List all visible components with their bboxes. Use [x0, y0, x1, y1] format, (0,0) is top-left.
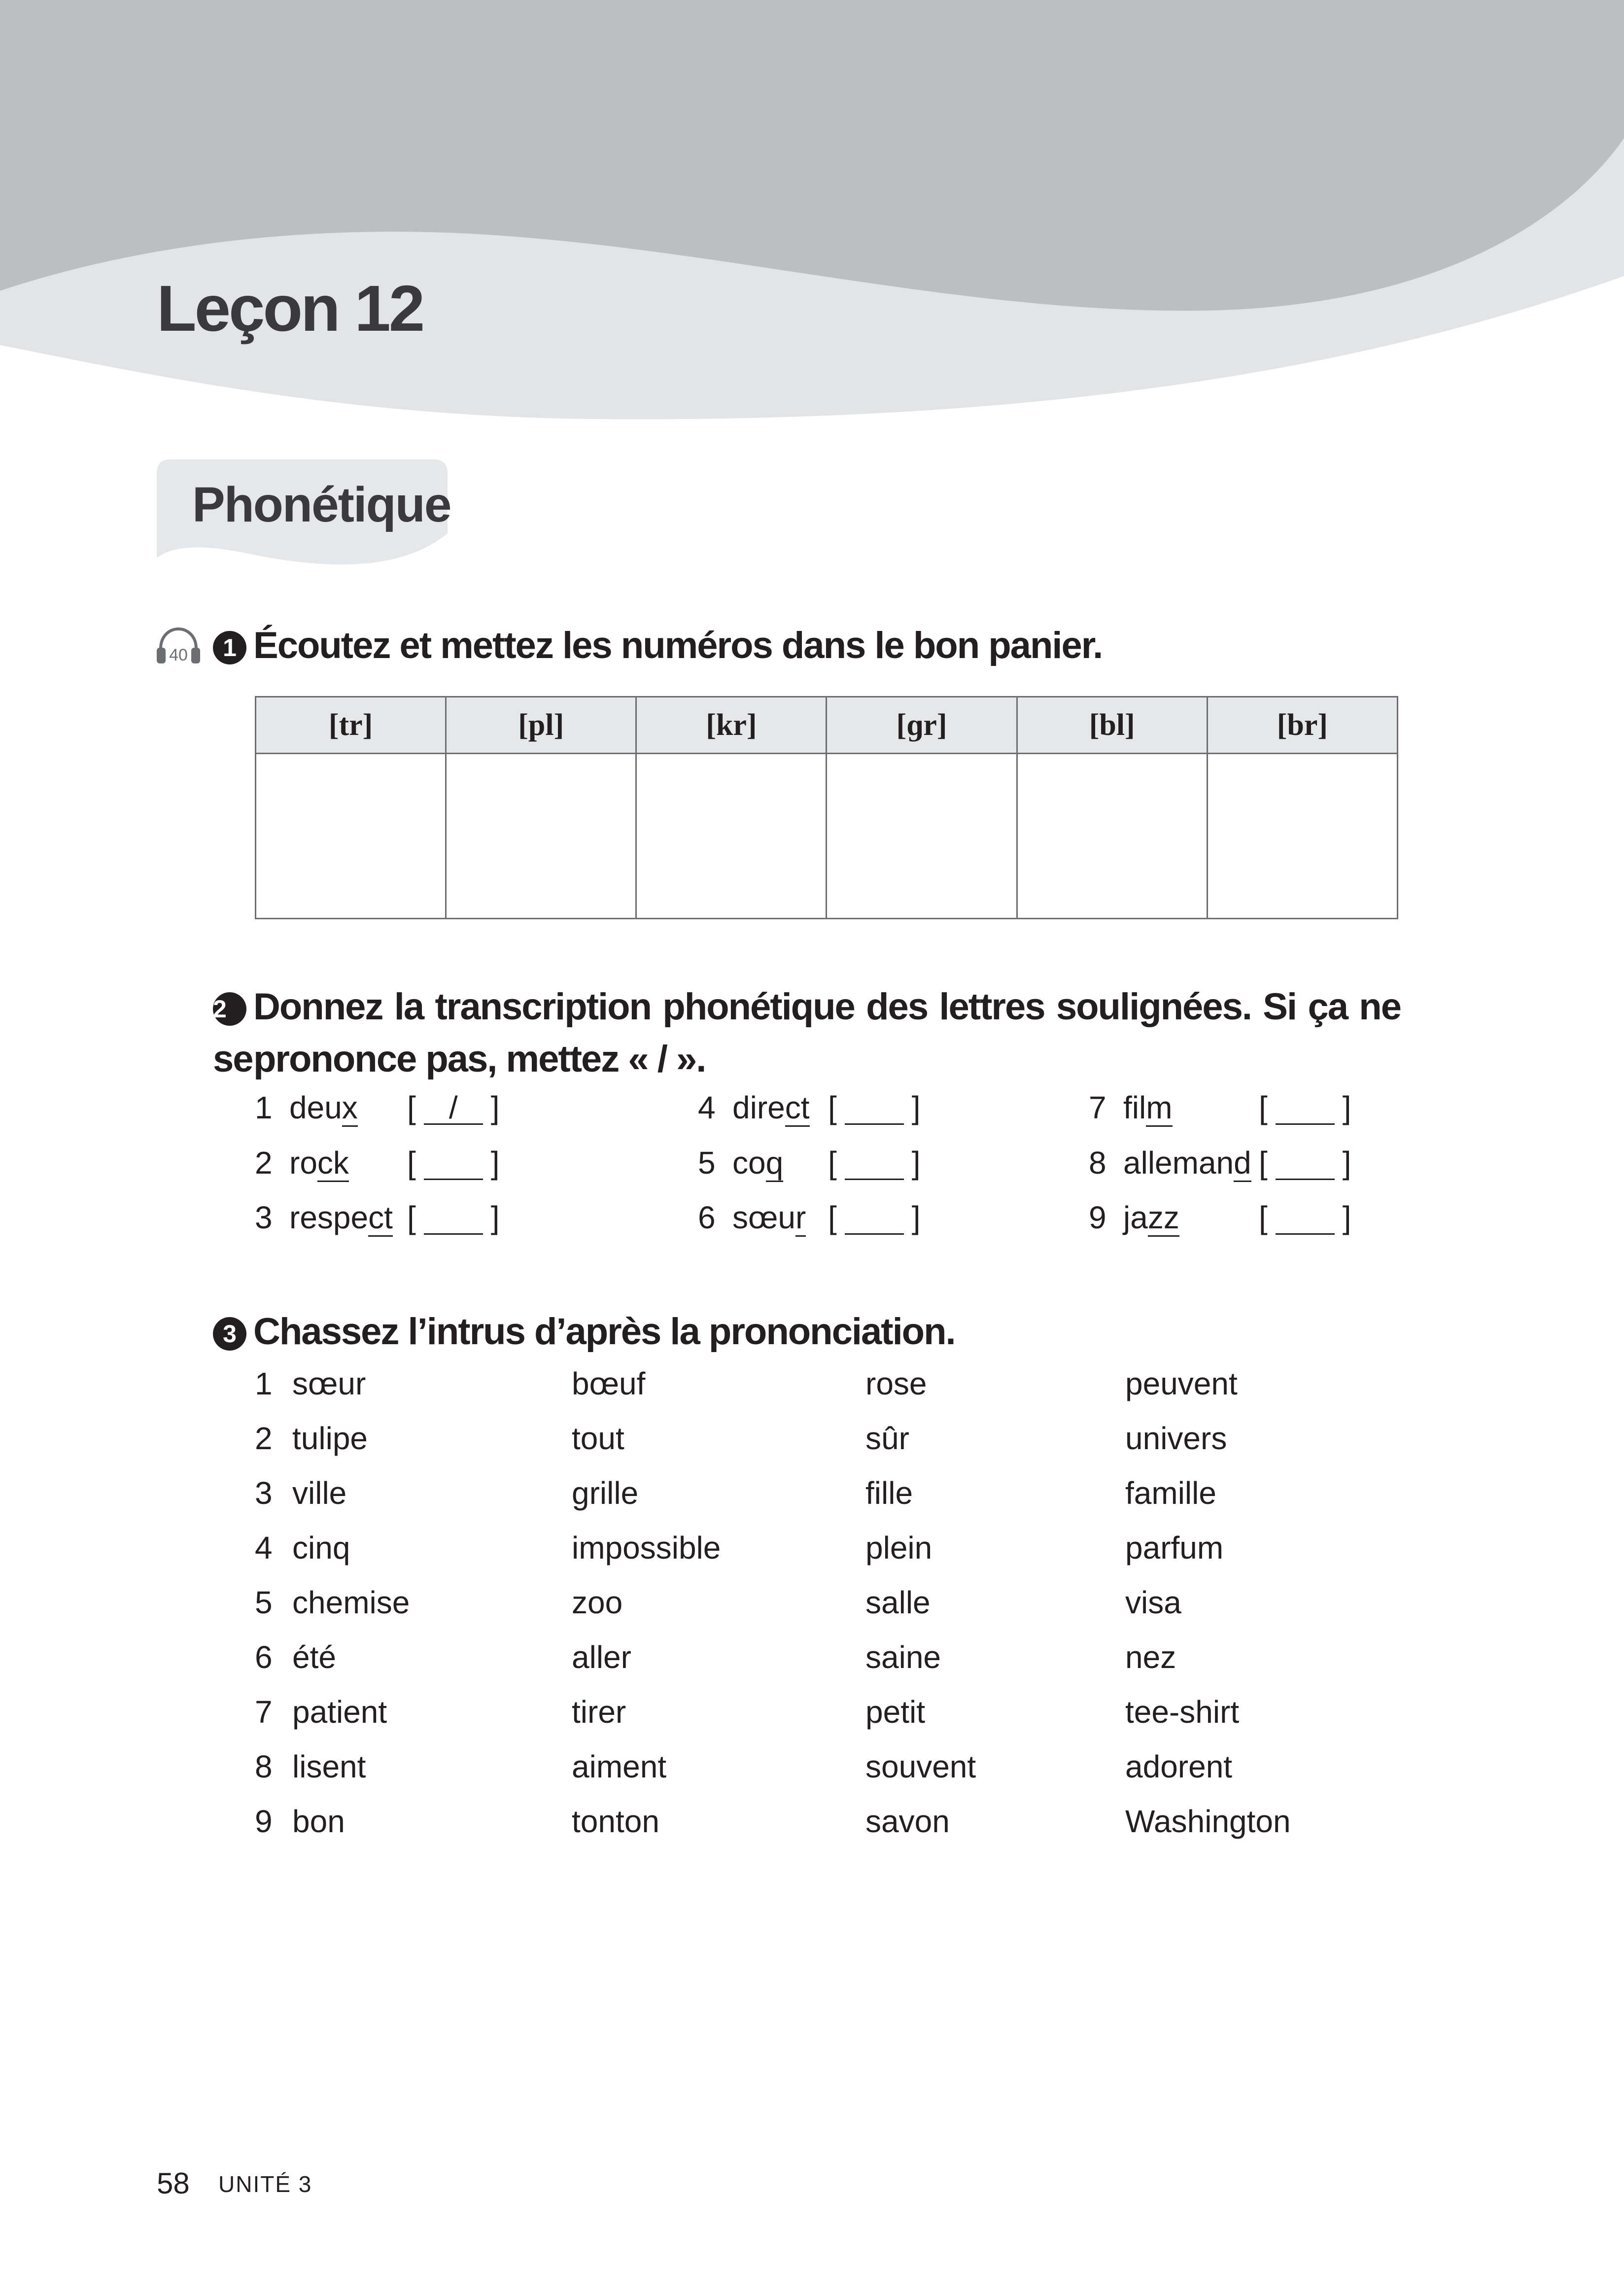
answer-blank[interactable] [845, 1147, 904, 1180]
answer-bracket: [ ] [828, 1200, 921, 1235]
underlined-letters: d [1234, 1145, 1251, 1182]
row-number: 7 [255, 1694, 273, 1730]
answer-blank[interactable] [1276, 1092, 1335, 1125]
basket-cell[interactable] [446, 754, 636, 919]
exercise-1-number: 1 [213, 631, 246, 664]
row-number: 1 [255, 1366, 273, 1401]
item-number: 3 [255, 1200, 273, 1235]
answer-bracket: [ / ] [407, 1090, 500, 1125]
row-number: 9 [255, 1804, 273, 1839]
item-number: 6 [698, 1200, 716, 1235]
answer-bracket: [ ] [1259, 1200, 1351, 1235]
lesson-title: Leçon 12 [157, 272, 423, 345]
answer-bracket: [ ] [828, 1145, 921, 1181]
underlined-letters: ct [368, 1200, 393, 1237]
item-word: direct [732, 1090, 810, 1127]
item-word: deux [289, 1090, 358, 1127]
word-option[interactable]: aiment [572, 1749, 667, 1784]
word-option[interactable]: chemise [292, 1585, 410, 1620]
word-option[interactable]: tulipe [292, 1421, 368, 1456]
word-option[interactable]: bon [292, 1804, 345, 1839]
word-option[interactable]: parfum [1125, 1530, 1224, 1565]
svg-text:40: 40 [169, 646, 188, 664]
basket-cell[interactable] [256, 754, 446, 919]
section-tab [157, 459, 451, 574]
row-number: 3 [255, 1475, 273, 1511]
word-option[interactable]: visa [1125, 1585, 1181, 1620]
exercise-2-item [255, 1147, 349, 1179]
item-word: respect [289, 1200, 393, 1237]
exercise-3-heading [213, 1313, 955, 1351]
word-option[interactable]: petit [865, 1694, 925, 1730]
underlined-letters: x [342, 1090, 358, 1127]
exercise-2-item [255, 1092, 358, 1123]
row-number: 5 [255, 1585, 273, 1620]
basket-cell[interactable] [1207, 754, 1397, 919]
word-option[interactable]: impossible [572, 1530, 721, 1565]
item-number: 1 [255, 1090, 273, 1125]
header-wave-decoration [0, 0, 1624, 444]
row-number: 6 [255, 1639, 273, 1675]
word-option[interactable]: cinq [292, 1530, 350, 1565]
basket-cell[interactable] [636, 754, 827, 919]
word-option[interactable]: zoo [572, 1585, 623, 1620]
word-option[interactable]: peuvent [1125, 1366, 1238, 1401]
item-number: 7 [1089, 1090, 1106, 1125]
exercise-2-item [698, 1092, 810, 1123]
item-number: 2 [255, 1145, 273, 1181]
word-option[interactable]: fille [865, 1475, 913, 1511]
item-word: sœur [732, 1200, 806, 1237]
word-option[interactable]: saine [865, 1639, 941, 1675]
word-option[interactable]: univers [1125, 1421, 1227, 1456]
underlined-letters: m [1146, 1090, 1172, 1127]
word-option[interactable]: ville [292, 1475, 347, 1511]
word-option[interactable]: grille [572, 1475, 639, 1511]
answer-bracket: [ ] [1259, 1145, 1351, 1181]
audio-track-icon [154, 625, 203, 669]
page-number: 58 [157, 2167, 190, 2200]
word-option[interactable]: tonton [572, 1804, 659, 1839]
basket-cell[interactable] [827, 754, 1017, 919]
word-option[interactable]: tee-shirt [1125, 1694, 1240, 1730]
word-option[interactable]: rose [865, 1366, 927, 1401]
section-label: Phonétique [192, 477, 451, 532]
answer-blank[interactable] [1276, 1147, 1335, 1180]
basket-header-tr: [tr] [256, 697, 446, 754]
word-option[interactable]: tout [572, 1421, 624, 1456]
item-number: 4 [698, 1090, 716, 1125]
item-word: allemand [1123, 1145, 1251, 1182]
item-word: film [1123, 1090, 1173, 1127]
exercise-2-item [698, 1147, 783, 1179]
exercise-2-item [1089, 1202, 1179, 1233]
word-option[interactable]: sœur [292, 1366, 366, 1401]
answer-blank[interactable] [1276, 1202, 1335, 1235]
exercise-2-instruction-line2: prononce pas, mettez « / ». [253, 1038, 706, 1080]
underlined-letters: r [795, 1200, 806, 1237]
word-option[interactable]: bœuf [572, 1366, 646, 1401]
item-word: rock [289, 1145, 349, 1182]
unit-label: UNITÉ 3 [218, 2171, 312, 2197]
item-word: jazz [1123, 1200, 1179, 1237]
answer-blank[interactable] [424, 1147, 483, 1180]
answer-bracket: [ ] [407, 1145, 500, 1181]
answer-bracket: [ ] [407, 1200, 500, 1235]
exercise-3-number: 3 [213, 1317, 246, 1351]
row-number: 4 [255, 1530, 273, 1565]
underlined-letters: ck [317, 1145, 349, 1182]
word-option[interactable]: aller [572, 1639, 631, 1675]
item-word: coq [732, 1145, 783, 1182]
underlined-letters: q [766, 1145, 784, 1182]
word-option[interactable]: adorent [1125, 1749, 1233, 1784]
word-option[interactable]: Washington [1125, 1804, 1291, 1839]
row-number: 2 [255, 1421, 273, 1456]
exercise-2-number: 2 [213, 992, 246, 1026]
basket-header-bl: [bl] [1017, 697, 1207, 754]
word-option[interactable]: tirer [572, 1694, 626, 1730]
basket-header-kr: [kr] [636, 697, 827, 754]
word-option[interactable]: lisent [292, 1749, 366, 1784]
word-option[interactable]: été [292, 1639, 336, 1675]
item-number: 9 [1089, 1200, 1106, 1235]
basket-cell[interactable] [1017, 754, 1207, 919]
exercise-2-item [698, 1202, 806, 1233]
word-option[interactable]: souvent [865, 1749, 976, 1784]
exercise-2-item [1089, 1147, 1251, 1179]
word-option[interactable]: plein [865, 1530, 933, 1565]
word-option[interactable]: patient [292, 1694, 387, 1730]
word-option[interactable]: savon [865, 1804, 950, 1839]
answer-blank[interactable] [845, 1202, 904, 1235]
basket-header-gr: [ɡr] [827, 697, 1017, 754]
exercise-2-heading [213, 981, 1401, 1085]
exercise-3-instruction: Chassez l’intrus d’après la prononciation. [253, 1311, 955, 1353]
row-number: 8 [255, 1749, 273, 1784]
word-option[interactable]: nez [1125, 1639, 1176, 1675]
exercise-2-item [255, 1202, 393, 1233]
basket-table [255, 696, 1398, 919]
word-option[interactable]: sûr [865, 1421, 909, 1456]
exercise-2-item [1089, 1092, 1173, 1123]
exercise-1-instruction: Écoutez et mettez les numéros dans le bon panier. [253, 625, 1103, 666]
answer-blank[interactable] [424, 1202, 483, 1235]
answer-blank[interactable]: / [424, 1092, 483, 1125]
word-option[interactable]: salle [865, 1585, 931, 1620]
basket-header-pl: [pl] [446, 697, 636, 754]
item-number: 8 [1089, 1145, 1106, 1181]
exercise-2-instruction-line1: Donnez la transcription phonétique des lettres soulignées. Si ça ne se [213, 986, 1401, 1080]
answer-blank[interactable] [845, 1092, 904, 1125]
item-number: 5 [698, 1145, 716, 1181]
basket-header-br: [br] [1207, 697, 1397, 754]
exercise-1-heading [213, 627, 1102, 664]
answer-bracket: [ ] [828, 1090, 921, 1125]
underlined-letters: ct [785, 1090, 810, 1127]
answer-bracket: [ ] [1259, 1090, 1351, 1125]
word-option[interactable]: famille [1125, 1475, 1216, 1511]
underlined-letters: zz [1148, 1200, 1179, 1237]
